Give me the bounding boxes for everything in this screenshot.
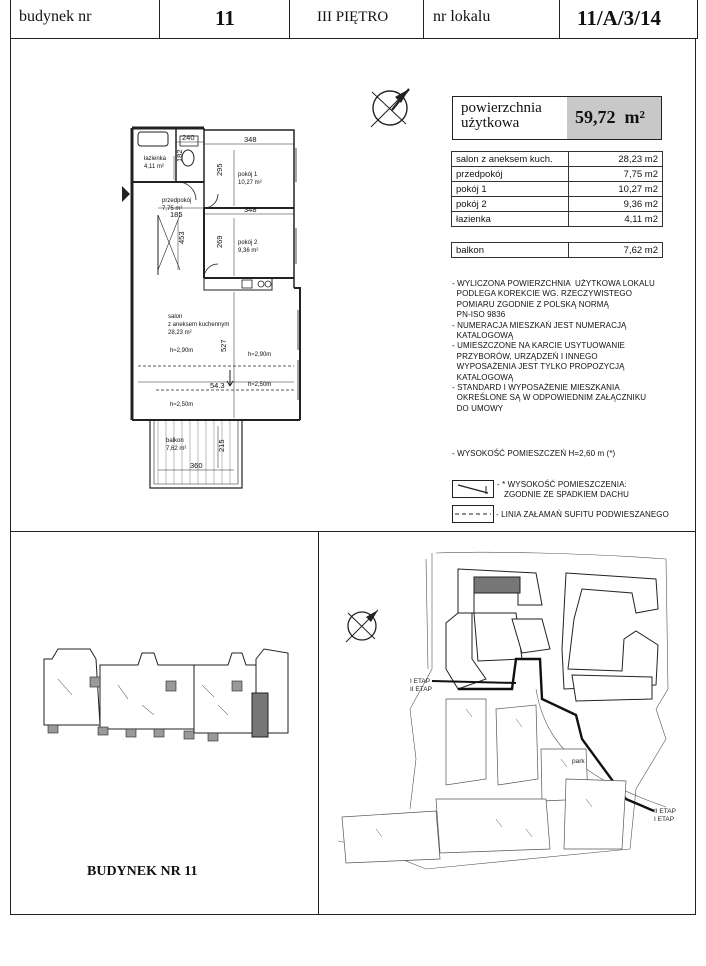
table-row xyxy=(452,197,663,212)
building-plan xyxy=(42,645,292,745)
table-row xyxy=(452,167,663,182)
floor-plan xyxy=(118,120,318,492)
legend-ceiling: - LINIA ZAŁAMAŃ SUFITU PODWIESZANEGO xyxy=(496,510,669,519)
room-label: 4,11 m² xyxy=(144,164,164,170)
etap-label: II ETAP xyxy=(654,808,676,815)
dim-label: 453 xyxy=(177,231,186,244)
dim-label: 348 xyxy=(244,135,257,144)
height-note: - WYSOKOŚĆ POMIESZCZEŃ H=2,60 m (*) xyxy=(452,449,616,458)
room-label: łazienka xyxy=(144,156,167,162)
building-caption: BUDYNEK NR 11 xyxy=(87,864,198,879)
header-bar xyxy=(10,0,698,39)
notes-list xyxy=(452,279,655,414)
ceiling-line-legend-icon xyxy=(452,505,494,523)
room-area: 7,75 m2 xyxy=(569,167,663,182)
etap-label: II ETAP xyxy=(410,686,432,693)
unit-number: 11/A/3/14 xyxy=(577,6,662,30)
dim-label: 360 xyxy=(190,461,203,470)
area-label-line2: użytkowa xyxy=(461,115,520,131)
room-label: z aneksem kuchennym xyxy=(168,322,230,328)
room-label: pokój 2 xyxy=(238,240,258,246)
height-label: h≈2,50m xyxy=(248,382,272,388)
area-value: 59,72 m² xyxy=(575,107,645,127)
room-area: 9,36 m2 xyxy=(569,197,663,212)
park-label: park xyxy=(572,758,585,765)
note-line: OKREŚLONE SĄ W ODPOWIEDNIM ZAŁĄCZNIKU xyxy=(452,393,647,403)
room-name: przedpokój xyxy=(452,167,569,182)
floor-label: III PIĘTRO xyxy=(317,9,389,25)
room-label: 10,27 m² xyxy=(238,180,262,186)
table-row xyxy=(452,152,663,167)
note-line: KATALOGOWĄ xyxy=(452,331,514,341)
room-label: przedpokój xyxy=(162,198,192,204)
usable-area-box xyxy=(452,96,662,140)
balcony-name: balkon xyxy=(452,243,569,258)
note-line: - WYLICZONA POWIERZCHNIA UŻYTKOWA LOKALU xyxy=(452,279,655,288)
legend-slope-line2: ZGODNIE ZE SPADKIEM DACHU xyxy=(504,490,630,499)
room-label: pokój 1 xyxy=(238,172,258,178)
dim-label: 240 xyxy=(182,133,195,142)
note-line: DO UMOWY xyxy=(452,403,504,413)
rooms-table xyxy=(451,151,663,227)
room-label: 9,36 m² xyxy=(238,248,259,254)
dim-label: 269 xyxy=(215,235,224,248)
height-label: h≈2,90m xyxy=(170,348,194,354)
room-area: 10,27 m2 xyxy=(569,182,663,197)
dim-label: 527 xyxy=(219,339,228,352)
table-row xyxy=(452,182,663,197)
room-name: łazienka xyxy=(452,212,569,227)
room-name: salon z aneksem kuch. xyxy=(452,152,569,167)
room-label: salon xyxy=(168,314,183,320)
room-area: 4,11 m2 xyxy=(569,212,663,227)
balcony-table xyxy=(451,242,663,258)
note-line: KATALOGOWĄ xyxy=(452,372,514,382)
dim-label: 215 xyxy=(217,439,226,452)
dim-label: 185 xyxy=(170,210,183,219)
note-line: - UMIESZCZONE NA KARCIE USYTUOWANIE xyxy=(452,341,625,351)
room-label: balkon xyxy=(166,438,184,444)
dim-label: 182 xyxy=(175,149,184,162)
dim-label: 295 xyxy=(215,163,224,176)
etap-label: I ETAP xyxy=(654,816,675,823)
roof-slope-legend-icon xyxy=(452,480,494,498)
height-label: h≈2,90m xyxy=(248,352,272,358)
unit-label: nr lokalu xyxy=(433,8,491,25)
etap-label: I ETAP xyxy=(410,678,431,685)
table-row xyxy=(452,212,663,227)
site-map xyxy=(336,549,688,905)
room-label: 7,62 m² xyxy=(166,446,187,452)
room-label: 7,75 m² xyxy=(162,206,183,212)
height-label: h≈2,50m xyxy=(170,402,194,408)
building-label: budynek nr xyxy=(19,8,92,25)
room-name: pokój 1 xyxy=(452,182,569,197)
note-line: PODLEGA KOREKCIE WG. RZECZYWISTEGO xyxy=(452,289,633,299)
note-line: PRZYBORÓW, URZĄDZEŃ I INNEGO xyxy=(452,351,598,361)
note-line: POMIARU ZGODNIE Z POLSKĄ NORMĄ xyxy=(452,299,609,309)
note-line: PN-ISO 9836 xyxy=(452,310,506,320)
note-line: WYPOSAŻENIA JEST TYLKO PROPOZYCJĄ xyxy=(452,362,625,372)
table-row xyxy=(452,243,663,258)
room-label: 28,23 m² xyxy=(168,330,192,336)
legend-slope-line1: - * WYSOKOŚĆ POMIESZCZENIA: xyxy=(497,480,627,489)
building-number: 11 xyxy=(215,6,235,30)
room-name: pokój 2 xyxy=(452,197,569,212)
note-line: - STANDARD I WYPOSAŻENIE MIESZKANIA xyxy=(452,383,620,393)
balcony-area: 7,62 m2 xyxy=(569,243,663,258)
room-area: 28,23 m2 xyxy=(569,152,663,167)
note-line: - NUMERACJA MIESZKAŃ JEST NUMERACJĄ xyxy=(452,320,627,330)
area-label-line1: powierzchnia xyxy=(461,100,542,116)
entrance-arrow-icon xyxy=(122,186,130,202)
north-arrow-icon xyxy=(362,80,418,136)
dim-label: 54.3 xyxy=(210,381,225,390)
dim-label: 348 xyxy=(244,205,257,214)
